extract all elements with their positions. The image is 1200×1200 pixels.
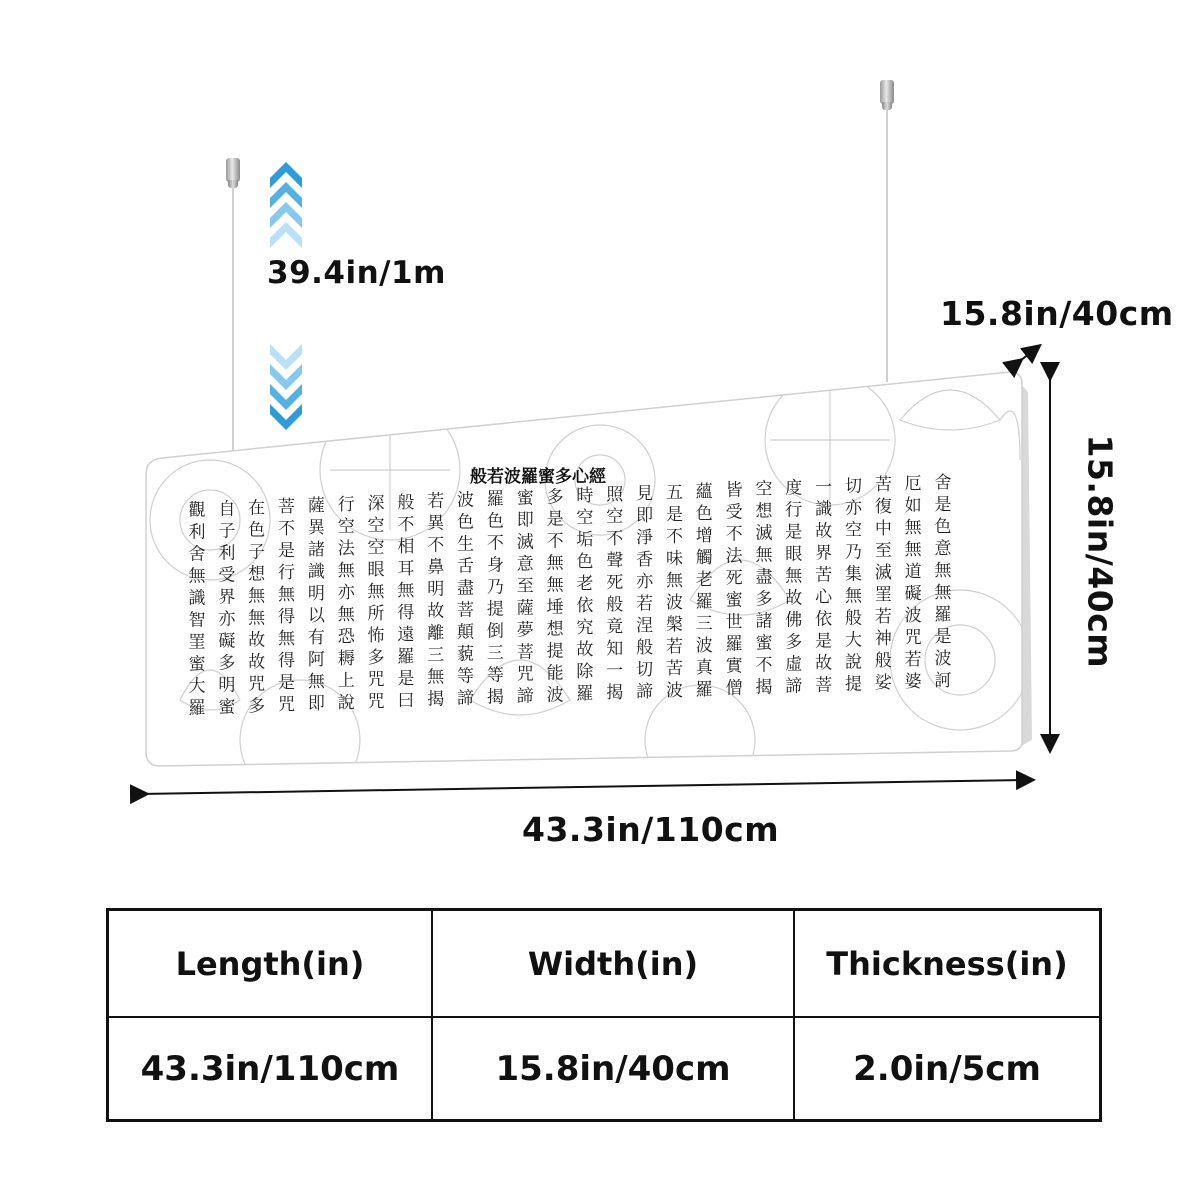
sutra-char: 至	[516, 576, 534, 597]
sutra-char: 僧	[725, 678, 743, 699]
sutra-char: 識	[815, 499, 833, 520]
sign-title: 般若波羅蜜多心經	[470, 467, 606, 487]
sutra-char: 故	[427, 601, 445, 622]
sutra-char: 藐	[457, 644, 475, 665]
sutra-char: 耨	[337, 649, 355, 669]
depth-label: 15.8in/40cm	[940, 294, 1174, 333]
sutra-char: 諦	[636, 682, 654, 702]
sutra-char: 乃	[844, 542, 862, 563]
sutra-char: 一	[606, 661, 624, 682]
sutra-char: 羅	[397, 646, 415, 667]
sutra-char: 蜜	[218, 697, 236, 718]
sutra-char: 波	[904, 606, 922, 627]
sutra-char: 羅	[486, 489, 504, 510]
sutra-char: 等	[486, 665, 504, 686]
sutra-char: 明	[427, 579, 445, 600]
sutra-char: 滅	[874, 563, 892, 584]
sutra-char: 依	[576, 596, 594, 617]
sutra-char: 無	[307, 672, 325, 693]
sutra-char: 切	[636, 660, 654, 680]
sutra-char: 死	[606, 573, 624, 594]
sutra-char: 埵	[546, 597, 564, 618]
sutra-char: 羅	[188, 698, 206, 719]
sutra-char: 揭	[755, 677, 773, 698]
sutra-char: 無	[337, 561, 355, 581]
sutra-char: 咒	[278, 695, 296, 716]
sutra-char: 無	[934, 583, 952, 603]
sutra-char: 羅	[934, 605, 952, 625]
sutra-char: 故	[248, 630, 266, 651]
length-label: 43.3in/110cm	[522, 810, 780, 849]
sutra-char: 是	[785, 522, 803, 543]
sutra-char: 罣	[188, 632, 206, 653]
sutra-char: 滅	[516, 532, 534, 553]
sutra-char: 若	[904, 650, 922, 671]
sutra-char: 菩	[516, 642, 534, 663]
sutra-char: 無	[188, 566, 206, 587]
sutra-char: 神	[874, 629, 892, 650]
sutra-char: 無	[427, 667, 445, 688]
sutra-char: 行	[337, 495, 355, 515]
sutra-char: 提	[486, 599, 504, 620]
sutra-char: 波	[695, 635, 713, 656]
sutra-char: 想	[755, 501, 773, 522]
sutra-char: 色	[486, 511, 504, 532]
sutra-char: 槃	[665, 614, 683, 635]
sutra-char: 想	[248, 564, 266, 585]
sutra-char: 不	[606, 529, 624, 550]
sutra-char: 即	[307, 694, 325, 715]
sutra-char: 子	[248, 542, 266, 563]
length-arrow	[140, 780, 1026, 794]
sutra-char: 三	[427, 645, 445, 666]
sutra-char: 無	[546, 575, 564, 596]
sutra-char: 實	[725, 656, 743, 677]
sutra-char: 空	[367, 537, 385, 558]
sutra-char: 亦	[636, 572, 654, 592]
sutra-char: 智	[188, 610, 206, 631]
sutra-char: 多	[248, 696, 266, 717]
sutra-char: 三	[695, 613, 713, 634]
sutra-char: 五	[665, 482, 683, 503]
sutra-char: 曰	[397, 690, 415, 711]
sutra-char: 波	[665, 680, 683, 701]
sutra-char: 般	[844, 608, 862, 629]
sutra-char: 色	[934, 517, 952, 537]
sutra-char: 羅	[695, 679, 713, 700]
sutra-char: 淨	[636, 528, 654, 548]
sutra-char: 倒	[486, 621, 504, 642]
sutra-char: 舌	[457, 556, 475, 577]
header-width: Width(in)	[433, 911, 795, 1018]
sutra-char: 盡	[755, 567, 773, 588]
sutra-char: 相	[397, 536, 415, 557]
sutra-char: 眼	[367, 559, 385, 580]
sutra-char: 增	[695, 525, 713, 546]
sutra-char: 是	[934, 627, 952, 647]
sutra-char: 罣	[874, 585, 892, 606]
sutra-char: 上	[337, 671, 355, 691]
sutra-char: 無	[248, 608, 266, 629]
sutra-char: 意	[934, 539, 952, 559]
sutra-char: 咒	[367, 669, 385, 690]
sutra-char: 波	[934, 649, 952, 669]
sutra-char: 意	[516, 554, 534, 575]
sutra-char: 故	[815, 653, 833, 674]
sutra-char: 多	[785, 632, 803, 653]
sutra-char: 滅	[755, 523, 773, 544]
sutra-char: 空	[844, 520, 862, 541]
sutra-char: 即	[636, 506, 654, 526]
sutra-char: 行	[785, 500, 803, 521]
sutra-char: 不	[427, 535, 445, 556]
sutra-char: 無	[278, 629, 296, 650]
sutra-char: 苦	[874, 475, 892, 496]
sutra-char: 揭	[486, 687, 504, 708]
sutra-char: 所	[367, 603, 385, 624]
sutra-char: 色	[457, 512, 475, 533]
sutra-char: 苦	[665, 658, 683, 679]
sutra-char: 羅	[695, 591, 713, 612]
sutra-char: 無	[278, 585, 296, 606]
sutra-char: 亦	[844, 498, 862, 519]
sutra-char: 是	[546, 509, 564, 530]
sutra-char: 有	[307, 628, 325, 649]
sutra-char: 舍	[188, 544, 206, 565]
sutra-char: 離	[427, 623, 445, 644]
sutra-char: 利	[218, 543, 236, 564]
sutra-char: 蜜	[725, 590, 743, 611]
sutra-char: 薩	[516, 598, 534, 619]
sutra-char: 不	[486, 533, 504, 554]
sutra-char: 般	[636, 638, 654, 658]
sutra-char: 咒	[367, 691, 385, 712]
sutra-char: 多	[367, 647, 385, 668]
sutra-char: 受	[725, 502, 743, 523]
sutra-char: 得	[278, 607, 296, 628]
sutra-char: 自	[218, 499, 236, 520]
sutra-char: 羅	[576, 684, 594, 705]
sutra-char: 菩	[278, 497, 296, 518]
sutra-char: 故	[248, 652, 266, 673]
sutra-char: 阿	[307, 650, 325, 671]
sutra-char: 中	[874, 519, 892, 540]
sutra-char: 薩	[307, 496, 325, 517]
sutra-char: 無	[844, 586, 862, 607]
sutra-char: 利	[188, 522, 206, 543]
sutra-char: 般	[874, 651, 892, 672]
sutra-char: 諸	[307, 540, 325, 561]
sutra-char: 度	[785, 478, 803, 499]
sutra-char: 老	[576, 574, 594, 595]
sutra-char: 老	[695, 569, 713, 590]
sutra-char: 垢	[576, 530, 594, 551]
sutra-char: 即	[516, 510, 534, 531]
sutra-char: 香	[636, 550, 654, 570]
sutra-char: 知	[606, 639, 624, 660]
sutra-char: 集	[844, 564, 862, 585]
sutra-char: 眼	[785, 544, 803, 565]
height-label: 15.8in/40cm	[1080, 434, 1120, 669]
sutra-char: 空	[755, 479, 773, 500]
sutra-char: 行	[278, 563, 296, 584]
sutra-char: 時	[576, 486, 594, 507]
sutra-char: 鼻	[427, 557, 445, 578]
sutra-char: 在	[248, 498, 266, 519]
sutra-char: 恐	[337, 627, 355, 647]
sutra-char: 般	[606, 595, 624, 616]
sutra-char: 亦	[337, 583, 355, 603]
sutra-char: 婆	[904, 672, 922, 693]
sutra-char: 大	[844, 630, 862, 651]
sutra-char: 三	[486, 643, 504, 664]
sutra-char: 礙	[904, 584, 922, 605]
sutra-char: 道	[904, 562, 922, 583]
sutra-char: 羅	[725, 634, 743, 655]
sutra-char: 諦	[457, 688, 475, 709]
sutra-char: 盡	[457, 578, 475, 599]
sutra-char: 咒	[904, 628, 922, 649]
sutra-char: 見	[636, 484, 654, 504]
sutra-char: 不	[397, 514, 415, 535]
sutra-char: 受	[218, 565, 236, 586]
sutra-char: 多	[546, 487, 564, 508]
sutra-char: 一	[815, 477, 833, 498]
hanging-length-label: 39.4in/1m	[267, 255, 446, 291]
sutra-char: 空	[367, 515, 385, 536]
sutra-char: 無	[904, 518, 922, 539]
sutra-char: 不	[755, 655, 773, 676]
sutra-char: 界	[815, 543, 833, 564]
sutra-char: 故	[815, 521, 833, 542]
sutra-char: 訶	[934, 671, 952, 691]
sutra-char: 不	[725, 524, 743, 545]
sutra-char: 究	[576, 618, 594, 639]
sutra-char: 是	[665, 504, 683, 525]
sutra-char: 蜜	[755, 633, 773, 654]
sutra-char: 提	[844, 674, 862, 695]
sutra-char: 世	[725, 612, 743, 633]
sutra-char: 照	[606, 485, 624, 506]
sutra-char: 深	[367, 493, 385, 514]
sutra-char: 子	[218, 521, 236, 542]
sutra-char: 無	[785, 566, 803, 587]
sutra-char: 遠	[397, 624, 415, 645]
sutra-char: 蜜	[516, 488, 534, 509]
sutra-char: 得	[397, 602, 415, 623]
sutra-char: 波	[546, 685, 564, 706]
sutra-char: 如	[904, 496, 922, 517]
header-thickness: Thickness(in)	[795, 911, 1099, 1018]
sutra-char: 大	[188, 676, 206, 697]
sutra-char: 觸	[695, 547, 713, 568]
sutra-char: 說	[337, 693, 355, 713]
sutra-char: 得	[278, 651, 296, 672]
sutra-char: 至	[874, 541, 892, 562]
sutra-char: 是	[278, 541, 296, 562]
sutra-char: 色	[695, 503, 713, 524]
sutra-char: 界	[218, 587, 236, 608]
sutra-char: 不	[665, 526, 683, 547]
sutra-char: 不	[546, 531, 564, 552]
sutra-char: 故	[785, 588, 803, 609]
sutra-char: 異	[427, 513, 445, 534]
sutra-char: 無	[904, 540, 922, 561]
sutra-char: 明	[218, 675, 236, 696]
sutra-char: 除	[576, 662, 594, 683]
sutra-char: 身	[486, 555, 504, 576]
sutra-char: 耳	[397, 558, 415, 579]
sutra-char: 涅	[636, 616, 654, 636]
sutra-char: 以	[307, 606, 325, 627]
sutra-char: 怖	[367, 625, 385, 646]
sutra-char: 色	[248, 520, 266, 541]
sutra-char: 識	[188, 588, 206, 609]
sutra-char: 聲	[606, 551, 624, 572]
sutra-char: 亦	[218, 609, 236, 630]
sutra-char: 波	[457, 490, 475, 511]
sutra-char: 明	[307, 584, 325, 605]
header-length: Length(in)	[109, 911, 433, 1018]
sutra-char: 舍	[934, 473, 952, 493]
sutra-char: 觀	[188, 500, 206, 521]
sutra-char: 波	[665, 592, 683, 613]
sutra-char: 依	[815, 609, 833, 630]
sutra-char: 蜜	[188, 654, 206, 675]
sutra-char: 若	[636, 594, 654, 614]
sutra-char: 若	[427, 491, 445, 512]
sutra-char: 是	[278, 673, 296, 694]
sutra-char: 等	[457, 666, 475, 687]
sutra-char: 咒	[516, 664, 534, 685]
sutra-char: 皆	[725, 480, 743, 501]
sutra-char: 揭	[606, 683, 624, 704]
sutra-char: 竟	[606, 617, 624, 638]
sutra-char: 無	[367, 581, 385, 602]
sutra-char: 法	[337, 539, 355, 559]
sutra-char: 佛	[785, 610, 803, 631]
value-thickness: 2.0in/5cm	[853, 1048, 1041, 1089]
sutra-char: 能	[546, 663, 564, 684]
sutra-char: 故	[576, 640, 594, 661]
sutra-char: 夢	[516, 620, 534, 641]
sutra-char: 菩	[457, 600, 475, 621]
sutra-char: 無	[755, 545, 773, 566]
sutra-char: 想	[546, 619, 564, 640]
sutra-char: 虛	[785, 654, 803, 675]
sutra-char: 多	[755, 589, 773, 610]
sutra-char: 不	[278, 519, 296, 540]
sutra-char: 諦	[516, 686, 534, 707]
sutra-char: 生	[457, 534, 475, 555]
sutra-char: 若	[665, 636, 683, 657]
sutra-char: 菩	[815, 675, 833, 696]
sutra-char: 咒	[248, 674, 266, 695]
sutra-char: 色	[576, 552, 594, 573]
sutra-char: 厄	[904, 474, 922, 495]
sutra-char: 乃	[486, 577, 504, 598]
sutra-char: 諸	[755, 611, 773, 632]
sutra-char: 說	[844, 652, 862, 673]
sutra-char: 蘊	[695, 481, 713, 502]
sutra-char: 是	[815, 631, 833, 652]
sutra-char: 心	[815, 587, 833, 608]
sutra-char: 無	[934, 561, 952, 581]
sutra-char: 識	[307, 562, 325, 583]
sutra-char: 味	[665, 548, 683, 569]
sutra-char: 無	[248, 586, 266, 607]
sutra-char: 復	[874, 497, 892, 518]
depth-arrow-icon	[1016, 350, 1034, 364]
sutra-char: 揭	[427, 689, 445, 710]
sutra-char: 多	[218, 653, 236, 674]
sutra-char: 礙	[218, 631, 236, 652]
sutra-char: 切	[844, 476, 862, 497]
sutra-char: 若	[874, 607, 892, 628]
sutra-char: 真	[695, 657, 713, 678]
spec-table	[106, 908, 1102, 1122]
sutra-char: 無	[397, 580, 415, 601]
sutra-char: 無	[546, 553, 564, 574]
sutra-char: 顛	[457, 622, 475, 643]
sutra-char: 諦	[785, 676, 803, 697]
sutra-char: 是	[397, 668, 415, 689]
sutra-char: 無	[665, 570, 683, 591]
sutra-char: 法	[725, 546, 743, 567]
sutra-char: 是	[934, 495, 952, 515]
sutra-char: 般	[397, 492, 415, 513]
sutra-char: 空	[337, 517, 355, 537]
sutra-char: 死	[725, 568, 743, 589]
sutra-char: 無	[337, 605, 355, 625]
value-width: 15.8in/40cm	[433, 1018, 795, 1119]
sutra-char: 苦	[815, 565, 833, 586]
sutra-char: 娑	[874, 673, 892, 694]
value-length: 43.3in/110cm	[109, 1018, 433, 1119]
sutra-char: 空	[576, 508, 594, 529]
sutra-char: 空	[606, 507, 624, 528]
sutra-char: 異	[307, 518, 325, 539]
sutra-char: 提	[546, 641, 564, 662]
